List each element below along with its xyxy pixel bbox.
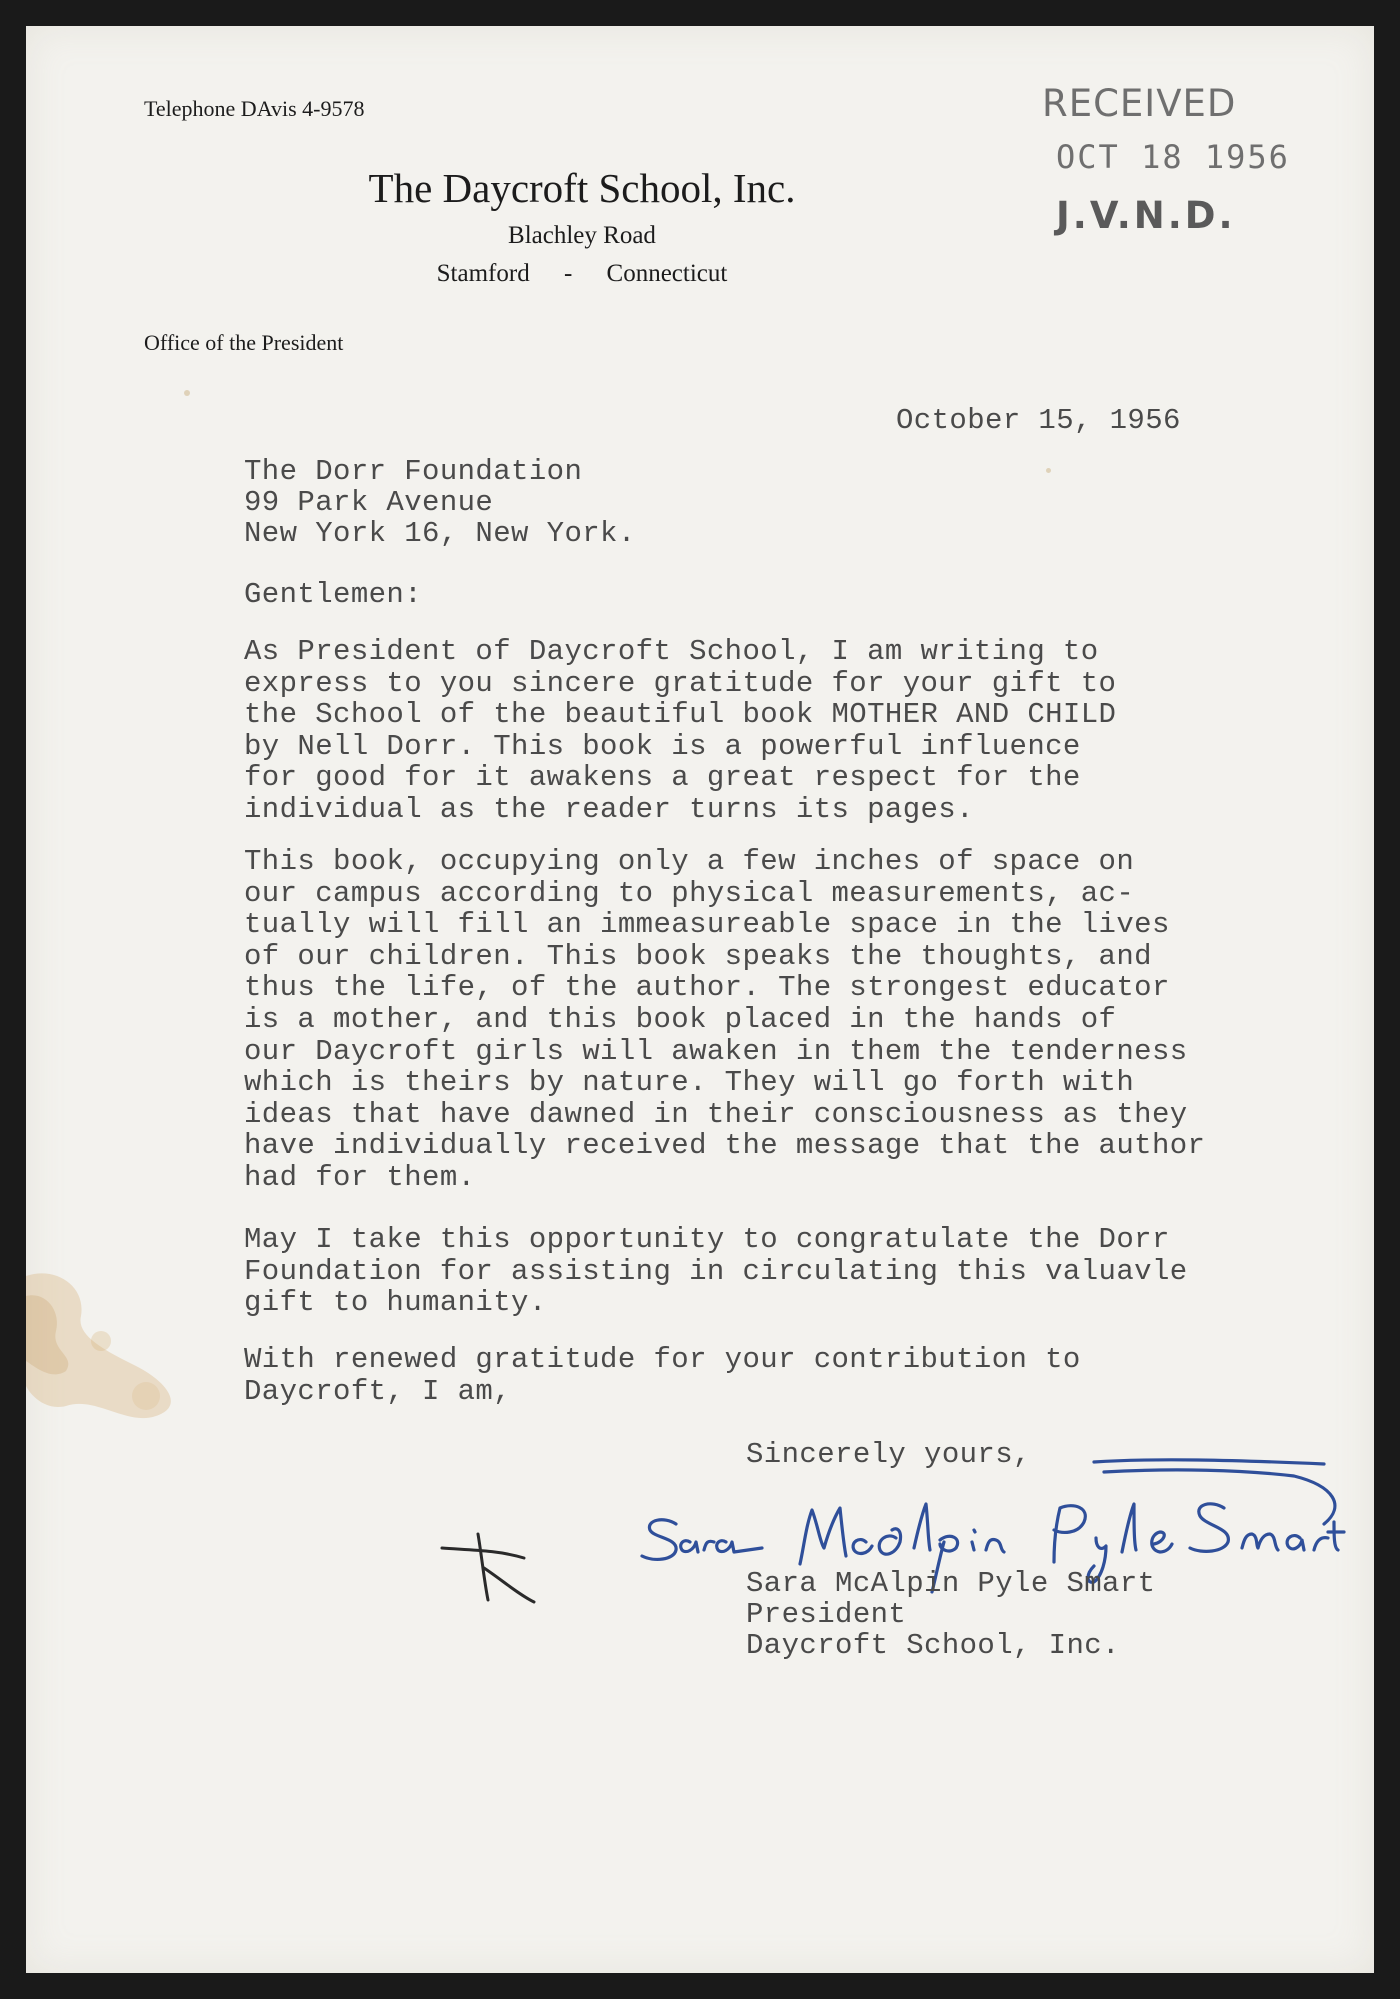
address-line: The Dorr Foundation [244, 455, 583, 488]
received-initials: J.V.N.D. [1056, 194, 1236, 237]
body-paragraph: May I take this opportunity to congratulate the Dorr Foundation for assisting in circulating this valuavle gift to humanity. [244, 1223, 1188, 1320]
speck [184, 390, 190, 396]
received-stamp: RECEIVED [1042, 82, 1237, 125]
city: Stamford [436, 260, 530, 287]
separator: - [563, 260, 573, 287]
signer-name: Sara McAlpin Pyle Smart [746, 1567, 1156, 1600]
letter-page [26, 26, 1374, 1973]
closing: Sincerely yours, [746, 1438, 1031, 1471]
received-date: OCT 18 1956 [1056, 138, 1290, 176]
body-paragraph: With renewed gratitude for your contribution to Daycroft, I am, [244, 1343, 1081, 1408]
pencil-mark [438, 1528, 558, 1608]
address-line: 99 Park Avenue [244, 486, 494, 519]
body-paragraph: This book, occupying only a few inches of space on our campus according to physical measurements, ac- tually will fill an immeasureable space in the lives of our children. This book speaks the thoughts, and thus the life, of the author. The strongest educator is a mother, and this book placed in the hands of our Daycroft girls will awaken in them the tenderness which is theirs by nature. They will go forth with ideas that have dawned in their consciousness as they have individually received the message that the author had for them. [244, 845, 1206, 1194]
signer-organization: Daycroft School, Inc. [746, 1629, 1120, 1662]
signer-title: President [746, 1598, 907, 1631]
stain-mark [26, 1256, 216, 1456]
city-state-line [26, 260, 1256, 288]
body-paragraph: As President of Daycroft School, I am writing to express to you sincere gratitude for your gift to the School of the beautiful book MOTHER AND CHILD by Nell Dorr. This book is a powerful influence for good for it awakens a great respect for the individual as the reader turns its pages. [244, 635, 1117, 826]
address-line: New York 16, New York. [244, 517, 636, 550]
state: Connecticut [606, 260, 728, 287]
letter-date: October 15, 1956 [896, 404, 1181, 437]
school-name: The Daycroft School, Inc. [368, 165, 796, 211]
street-address: Blachley Road [508, 222, 656, 249]
speck [1046, 468, 1051, 473]
office-line: Office of the President [144, 330, 344, 355]
telephone-line: Telephone DAvis 4-9578 [144, 96, 365, 121]
salutation: Gentlemen: [244, 578, 423, 611]
